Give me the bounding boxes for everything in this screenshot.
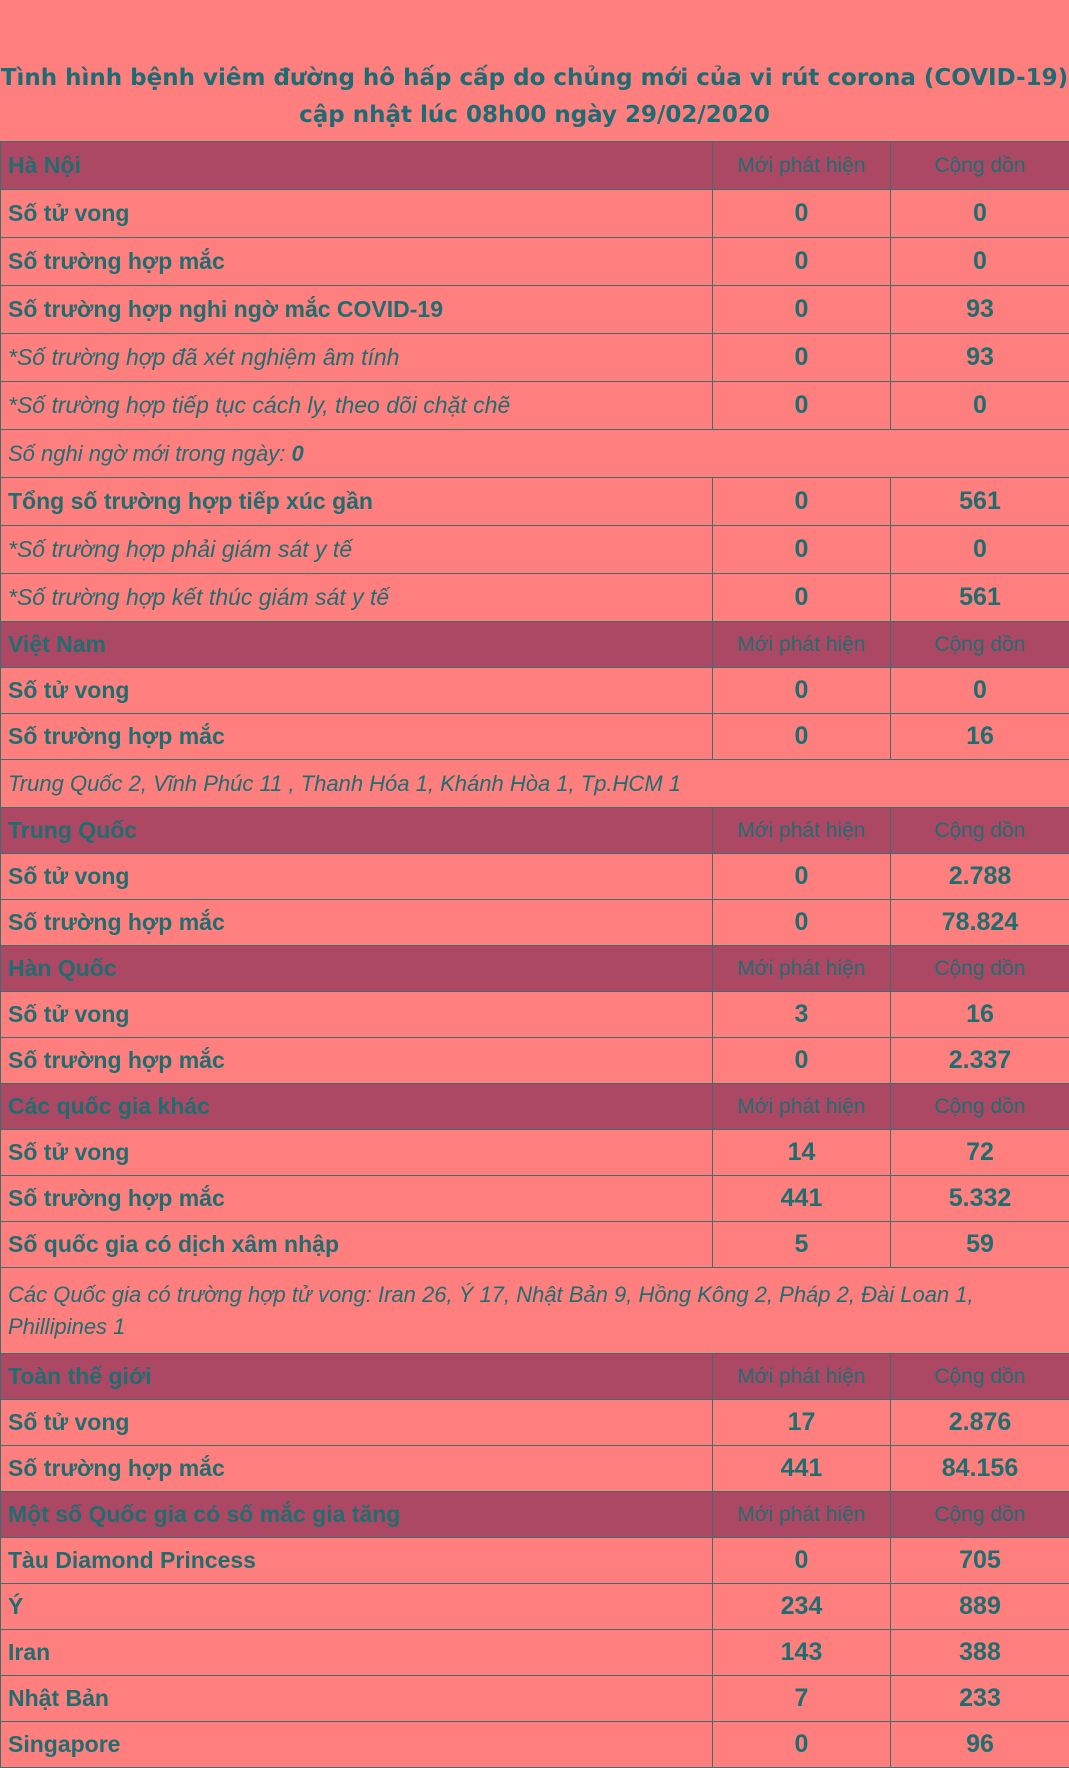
- row-label: Số quốc gia có dịch xâm nhập: [1, 1222, 713, 1268]
- section-header-korea: [1, 946, 1069, 992]
- col-new-header: Mới phát hiện: [713, 1354, 891, 1400]
- deaths-by-country-note: Các Quốc gia có trường hợp tử vong: Iran 26, Ý 17, Nhật Bản 9, Hồng Kông 2, Pháp 2, Đài Loan 1, Phillipines 1: [1, 1268, 1069, 1354]
- row-total-value: 2.788: [891, 854, 1069, 900]
- table-row: [1, 574, 1069, 622]
- row-new-value: 17: [713, 1400, 891, 1446]
- row-new-value: 0: [713, 574, 891, 622]
- table-row: [1, 1130, 1069, 1176]
- row-label: Tàu Diamond Princess: [1, 1538, 713, 1584]
- table-row: [1, 1446, 1069, 1492]
- table-row: [1, 238, 1069, 286]
- row-total-value: 233: [891, 1676, 1069, 1722]
- row-total-value: 59: [891, 1222, 1069, 1268]
- row-label: Tổng số trường hợp tiếp xúc gần: [1, 478, 713, 526]
- title-line-1: Tình hình bệnh viêm đường hô hấp cấp do chủng mới của vi rút corona (COVID-19): [0, 60, 1069, 97]
- row-label: Số tử vong: [1, 854, 713, 900]
- table-row: [1, 190, 1069, 238]
- row-new-value: 5: [713, 1222, 891, 1268]
- row-label: Số trường hợp mắc: [1, 714, 713, 760]
- row-total-value: 93: [891, 286, 1069, 334]
- col-new-header: Mới phát hiện: [713, 1492, 891, 1538]
- row-total-value: 388: [891, 1630, 1069, 1676]
- row-new-value: 14: [713, 1130, 891, 1176]
- note-row: [1, 760, 1069, 808]
- title-line-2: cập nhật lúc 08h00 ngày 29/02/2020: [0, 97, 1069, 134]
- note-row: [1, 1268, 1069, 1354]
- row-new-value: 0: [713, 190, 891, 238]
- table-row: [1, 1038, 1069, 1084]
- col-total-header: Cộng dồn: [891, 1354, 1069, 1400]
- row-total-value: 5.332: [891, 1176, 1069, 1222]
- table-row: [1, 286, 1069, 334]
- row-new-value: 0: [713, 1038, 891, 1084]
- row-total-value: 16: [891, 992, 1069, 1038]
- row-new-value: 0: [713, 854, 891, 900]
- row-new-value: 0: [713, 900, 891, 946]
- row-label: *Số trường hợp đã xét nghiệm âm tính: [1, 334, 713, 382]
- row-new-value: 234: [713, 1584, 891, 1630]
- section-title: Hà Nội: [1, 142, 713, 190]
- col-new-header: Mới phát hiện: [713, 1084, 891, 1130]
- col-total-header: Cộng dồn: [891, 946, 1069, 992]
- row-label: Số trường hợp nghi ngờ mắc COVID-19: [1, 286, 713, 334]
- table-row: [1, 854, 1069, 900]
- col-total-header: Cộng dồn: [891, 808, 1069, 854]
- row-new-value: 0: [713, 668, 891, 714]
- row-total-value: 93: [891, 334, 1069, 382]
- table-row: [1, 714, 1069, 760]
- row-new-value: 143: [713, 1630, 891, 1676]
- row-total-value: 16: [891, 714, 1069, 760]
- col-new-header: Mới phát hiện: [713, 622, 891, 668]
- row-total-value: 889: [891, 1584, 1069, 1630]
- row-total-value: 72: [891, 1130, 1069, 1176]
- table-row: [1, 1176, 1069, 1222]
- row-new-value: 0: [713, 714, 891, 760]
- row-total-value: 0: [891, 382, 1069, 430]
- row-label: Iran: [1, 1630, 713, 1676]
- section-title: Trung Quốc: [1, 808, 713, 854]
- row-label: Ý: [1, 1584, 713, 1630]
- row-new-value: 3: [713, 992, 891, 1038]
- suspect-note-label: Số nghi ngờ mới trong ngày:: [8, 441, 285, 466]
- suspect-note-value: 0: [291, 441, 303, 466]
- section-header-others: [1, 1084, 1069, 1130]
- row-label: Số trường hợp mắc: [1, 1038, 713, 1084]
- row-total-value: 2.876: [891, 1400, 1069, 1446]
- row-new-value: 0: [713, 286, 891, 334]
- row-label: Số trường hợp mắc: [1, 238, 713, 286]
- report-title: [0, 0, 1069, 141]
- table-row: [1, 1584, 1069, 1630]
- row-total-value: 705: [891, 1538, 1069, 1584]
- row-label: Số tử vong: [1, 1400, 713, 1446]
- suspect-note: [1, 430, 1069, 478]
- note-row: [1, 430, 1069, 478]
- row-label: Số tử vong: [1, 668, 713, 714]
- table-row: [1, 334, 1069, 382]
- row-new-value: 0: [713, 1538, 891, 1584]
- table-row: [1, 900, 1069, 946]
- table-row: [1, 526, 1069, 574]
- table-row: [1, 1630, 1069, 1676]
- table-row: [1, 382, 1069, 430]
- row-new-value: 0: [713, 238, 891, 286]
- row-label: Nhật Bản: [1, 1676, 713, 1722]
- row-new-value: 441: [713, 1176, 891, 1222]
- table-row: [1, 478, 1069, 526]
- table-row: [1, 1400, 1069, 1446]
- table-row: [1, 668, 1069, 714]
- row-label: Số trường hợp mắc: [1, 900, 713, 946]
- section-header-world: [1, 1354, 1069, 1400]
- row-label: Số trường hợp mắc: [1, 1176, 713, 1222]
- row-total-value: 0: [891, 668, 1069, 714]
- row-label: *Số trường hợp tiếp tục cách ly, theo dõi chặt chẽ: [1, 382, 713, 430]
- section-header-china: [1, 808, 1069, 854]
- section-header-vietnam: [1, 622, 1069, 668]
- row-new-value: 0: [713, 382, 891, 430]
- col-new-header: Mới phát hiện: [713, 808, 891, 854]
- row-total-value: 0: [891, 526, 1069, 574]
- section-title: Việt Nam: [1, 622, 713, 668]
- row-new-value: 0: [713, 334, 891, 382]
- row-label: *Số trường hợp kết thúc giám sát y tế: [1, 574, 713, 622]
- row-new-value: 7: [713, 1676, 891, 1722]
- row-total-value: 96: [891, 1722, 1069, 1768]
- row-label: Số trường hợp mắc: [1, 1446, 713, 1492]
- row-total-value: 84.156: [891, 1446, 1069, 1492]
- col-new-header: Mới phát hiện: [713, 946, 891, 992]
- row-label: Số tử vong: [1, 992, 713, 1038]
- row-label: Số tử vong: [1, 1130, 713, 1176]
- section-title: Các quốc gia khác: [1, 1084, 713, 1130]
- table-row: [1, 992, 1069, 1038]
- section-header-hanoi: [1, 142, 1069, 190]
- col-total-header: Cộng dồn: [891, 622, 1069, 668]
- table-row: [1, 1676, 1069, 1722]
- row-new-value: 0: [713, 478, 891, 526]
- col-total-header: Cộng dồn: [891, 1084, 1069, 1130]
- row-label: Singapore: [1, 1722, 713, 1768]
- row-total-value: 561: [891, 478, 1069, 526]
- section-title: Toàn thế giới: [1, 1354, 713, 1400]
- table-row: [1, 1722, 1069, 1768]
- table-row: [1, 1222, 1069, 1268]
- row-total-value: 561: [891, 574, 1069, 622]
- vietnam-note: Trung Quốc 2, Vĩnh Phúc 11 , Thanh Hóa 1, Khánh Hòa 1, Tp.HCM 1: [1, 760, 1069, 808]
- row-total-value: 2.337: [891, 1038, 1069, 1084]
- row-label: Số tử vong: [1, 190, 713, 238]
- row-new-value: 0: [713, 1722, 891, 1768]
- col-new-header: Mới phát hiện: [713, 142, 891, 190]
- col-total-header: Cộng dồn: [891, 142, 1069, 190]
- row-label: *Số trường hợp phải giám sát y tế: [1, 526, 713, 574]
- row-total-value: 0: [891, 238, 1069, 286]
- section-header-rising: [1, 1492, 1069, 1538]
- row-total-value: 0: [891, 190, 1069, 238]
- section-title: Một số Quốc gia có số mắc gia tăng: [1, 1492, 713, 1538]
- col-total-header: Cộng dồn: [891, 1492, 1069, 1538]
- table-row: [1, 1538, 1069, 1584]
- row-new-value: 0: [713, 526, 891, 574]
- row-new-value: 441: [713, 1446, 891, 1492]
- stats-table: [0, 141, 1069, 1768]
- row-total-value: 78.824: [891, 900, 1069, 946]
- section-title: Hàn Quốc: [1, 946, 713, 992]
